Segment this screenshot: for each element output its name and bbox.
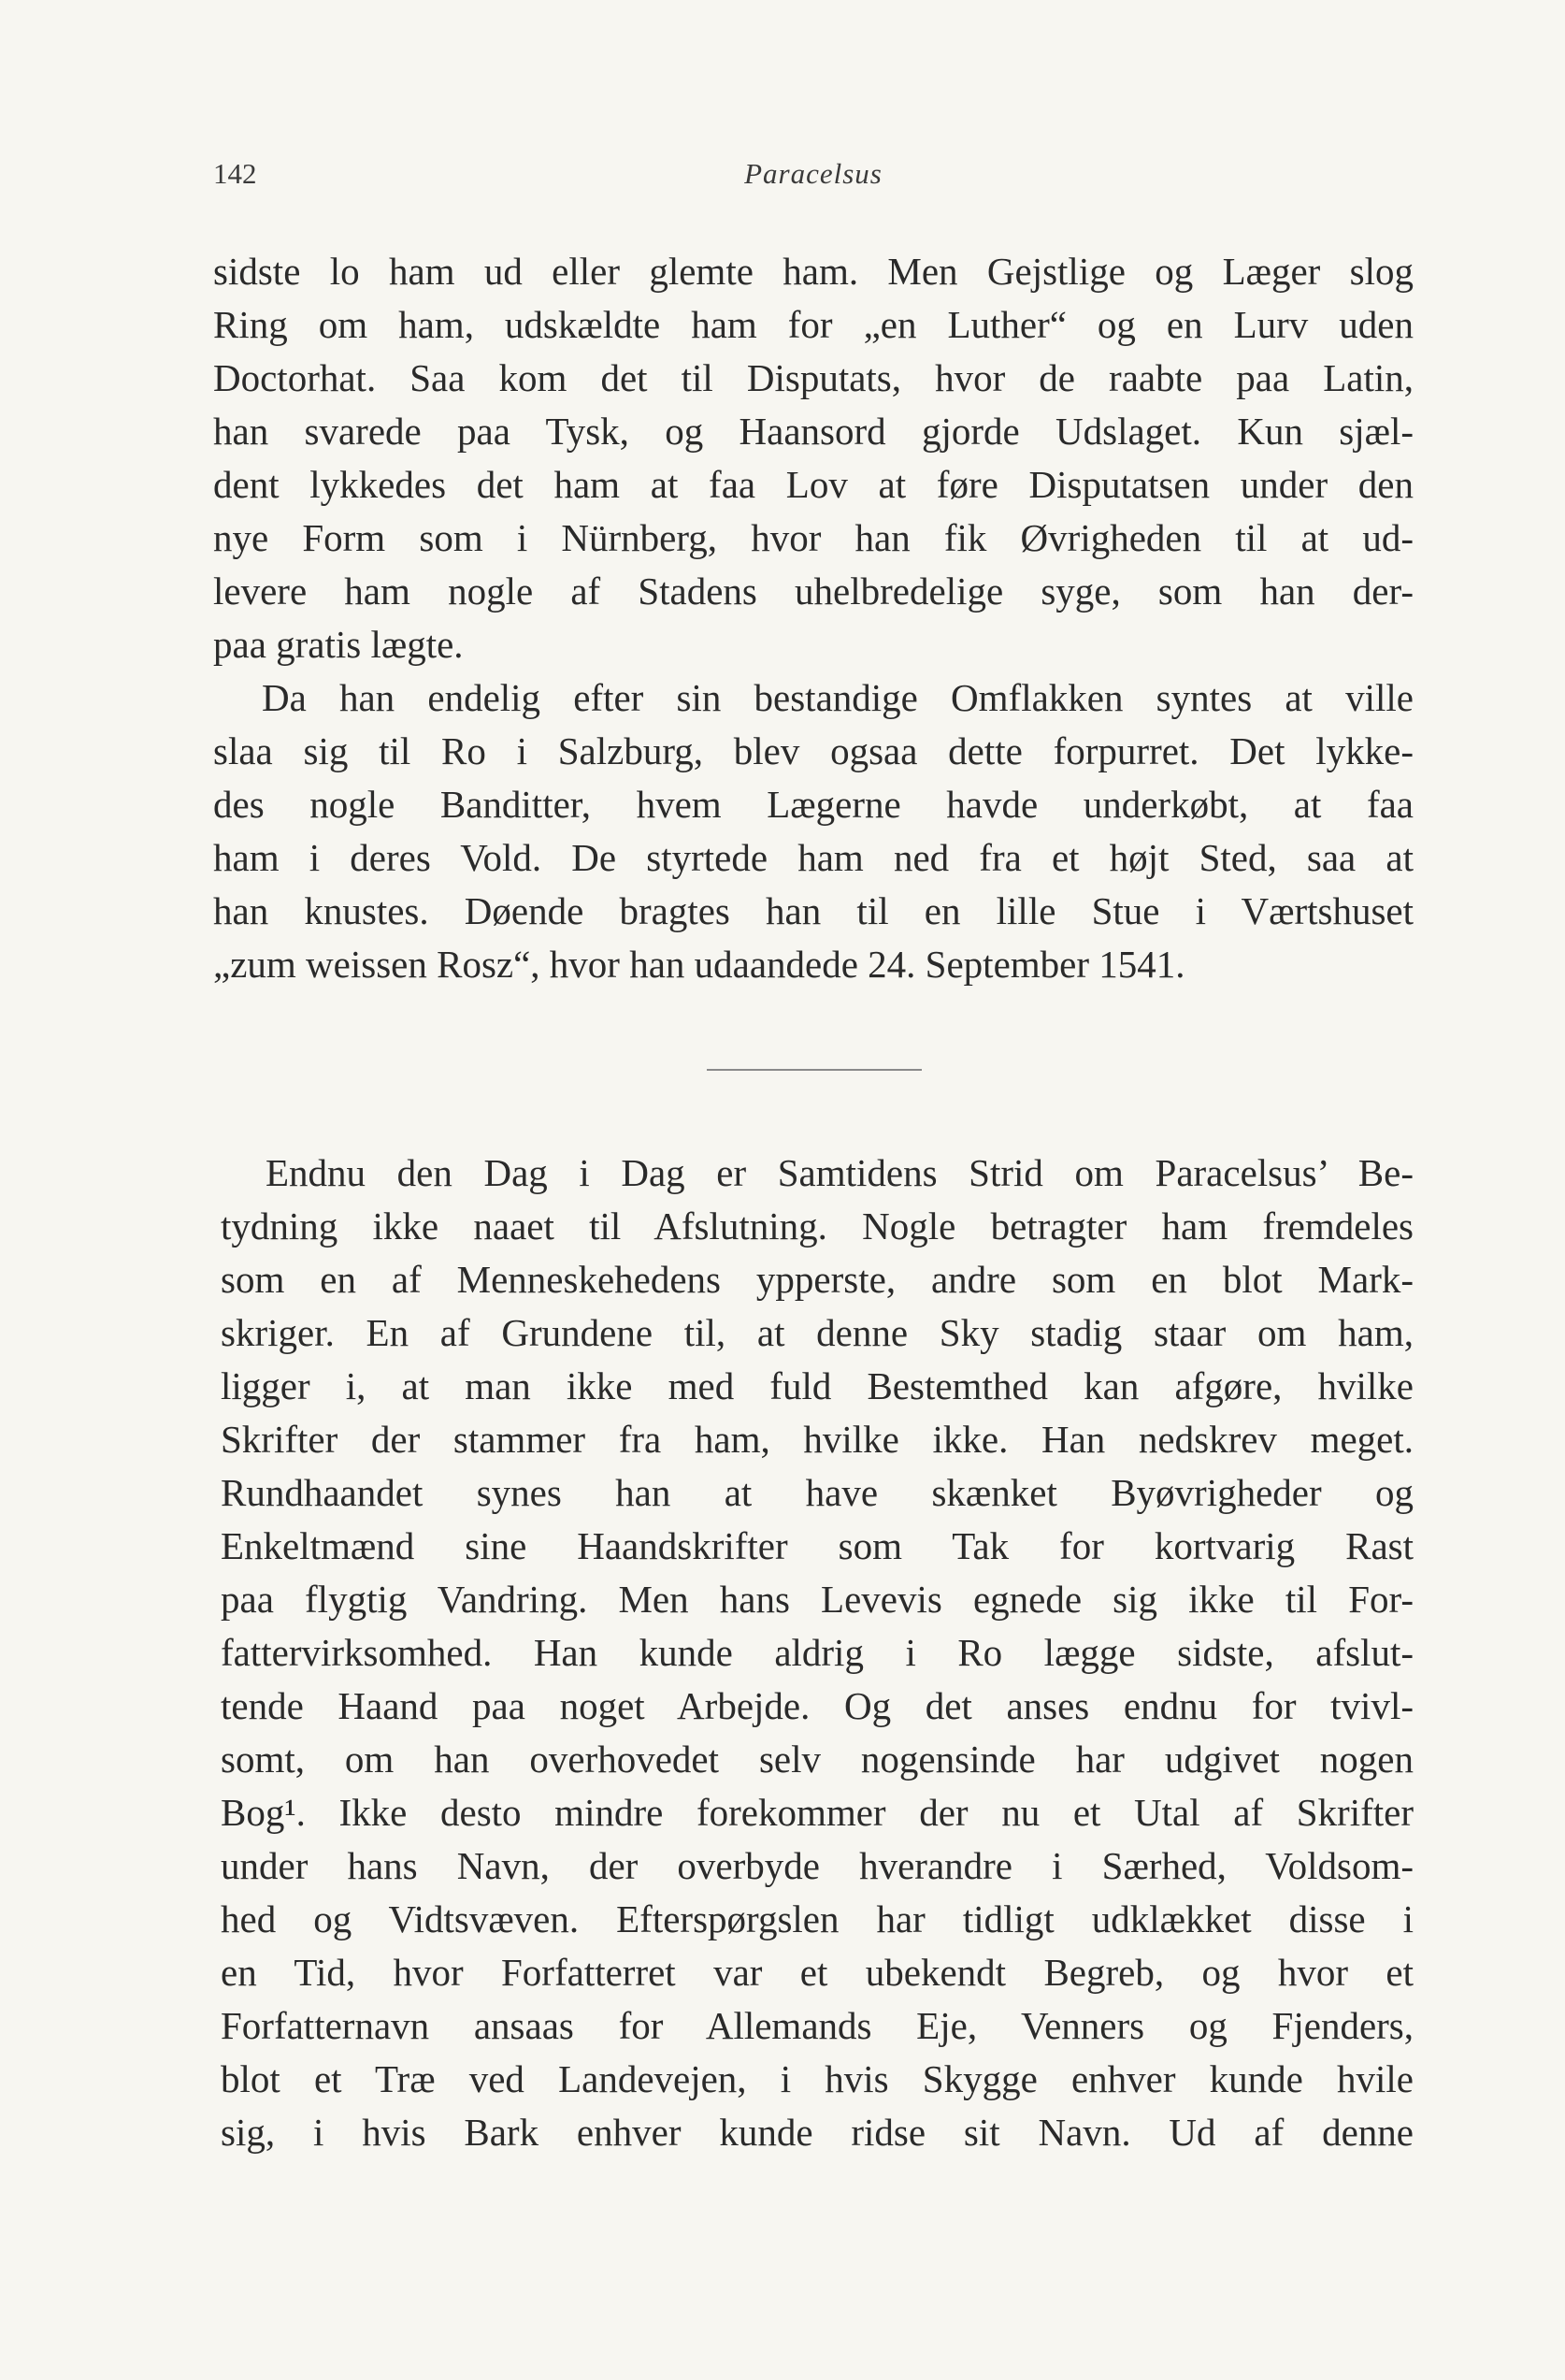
text-line: ham i deres Vold. De styrtede ham ned fra et højt Sted, saa at: [213, 836, 1414, 879]
text-line: Rundhaandet synes han at have skænket Byøvrigheder og: [221, 1471, 1414, 1514]
text-line: Endnu den Dag i Dag er Samtidens Strid om Paracelsus’ Be-: [266, 1151, 1414, 1194]
page-header: [213, 157, 1414, 204]
text-line: en Tid, hvor Forfatterret var et ubekendt Begreb, og hvor et: [221, 1951, 1414, 1994]
text-line: sig, i hvis Bark enhver kunde ridse sit Navn. Ud af denne: [221, 2111, 1414, 2154]
text-line: ligger i, at man ikke med fuld Bestemthed kan afgøre, hvilke: [221, 1364, 1414, 1407]
text-line: Ring om ham, udskældte ham for „en Luther“ og en Lurv uden: [213, 303, 1414, 346]
text-line: under hans Navn, der overbyde hverandre i Særhed, Voldsom-: [221, 1844, 1414, 1887]
page-number: 142: [213, 157, 257, 190]
text-line: nye Form som i Nürnberg, hvor han fik Øvrigheden til at ud-: [213, 516, 1414, 559]
text-line: Enkeltmænd sine Haandskrifter som Tak for kortvarig Rast: [221, 1524, 1414, 1567]
text-line: tende Haand paa noget Arbejde. Og det anses endnu for tvivl-: [221, 1684, 1414, 1727]
text-line: Forfatternavn ansaas for Allemands Eje, Venners og Fjenders,: [221, 2004, 1414, 2047]
text-line: des nogle Banditter, hvem Lægerne havde underkøbt, at faa: [213, 783, 1414, 826]
text-line: paa flygtig Vandring. Men hans Levevis egnede sig ikke til For-: [221, 1578, 1414, 1621]
running-title: Paracelsus: [744, 157, 883, 190]
text-line: somt, om han overhovedet selv nogensinde har udgivet nogen: [221, 1738, 1414, 1781]
text-line: blot et Træ ved Landevejen, i hvis Skygge enhver kunde hvile: [221, 2057, 1414, 2100]
text-line: tydning ikke naaet til Afslutning. Nogle betragter ham fremdeles: [221, 1204, 1414, 1248]
text-line: hed og Vidtsvæven. Efterspørgslen har tidligt udklækket disse i: [221, 1897, 1414, 1940]
text-line: skriger. En af Grundene til, at denne Sky stadig staar om ham,: [221, 1311, 1414, 1354]
text-line: slaa sig til Ro i Salzburg, blev ogsaa dette forpurret. Det lykke-: [213, 729, 1414, 772]
text-line: dent lykkedes det ham at faa Lov at føre Disputatsen under den: [213, 463, 1414, 506]
text-block-1: [213, 245, 1414, 991]
text-line: „zum weissen Rosz“, hvor han udaandede 24. September 1541.: [213, 943, 1185, 986]
text-line: sidste lo ham ud eller glemte ham. Men Gejstlige og Læger slog: [213, 250, 1414, 293]
text-line: Da han endelig efter sin bestandige Omflakken syntes at ville: [262, 676, 1414, 719]
text-line: paa gratis lægte.: [213, 623, 464, 666]
text-line: Bog¹. Ikke desto mindre forekommer der nu et Utal af Skrifter: [221, 1791, 1414, 1834]
text-line: levere ham nogle af Stadens uhelbredelige syge, som han der-: [213, 570, 1414, 613]
text-line: Skrifter der stammer fra ham, hvilke ikke. Han nedskrev meget.: [221, 1418, 1414, 1461]
text-block-2: [221, 1147, 1414, 2159]
section-divider: [707, 1069, 922, 1071]
text-line: som en af Menneskehedens ypperste, andre som en blot Mark-: [221, 1258, 1414, 1301]
text-line: han svarede paa Tysk, og Haansord gjorde Udslaget. Kun sjæl-: [213, 410, 1414, 453]
text-line: fattervirksomhed. Han kunde aldrig i Ro lægge sidste, afslut-: [221, 1631, 1414, 1674]
text-line: Doctorhat. Saa kom det til Disputats, hvor de raabte paa Latin,: [213, 356, 1414, 399]
text-line: han knustes. Døende bragtes han til en lille Stue i Værtshuset: [213, 889, 1414, 932]
